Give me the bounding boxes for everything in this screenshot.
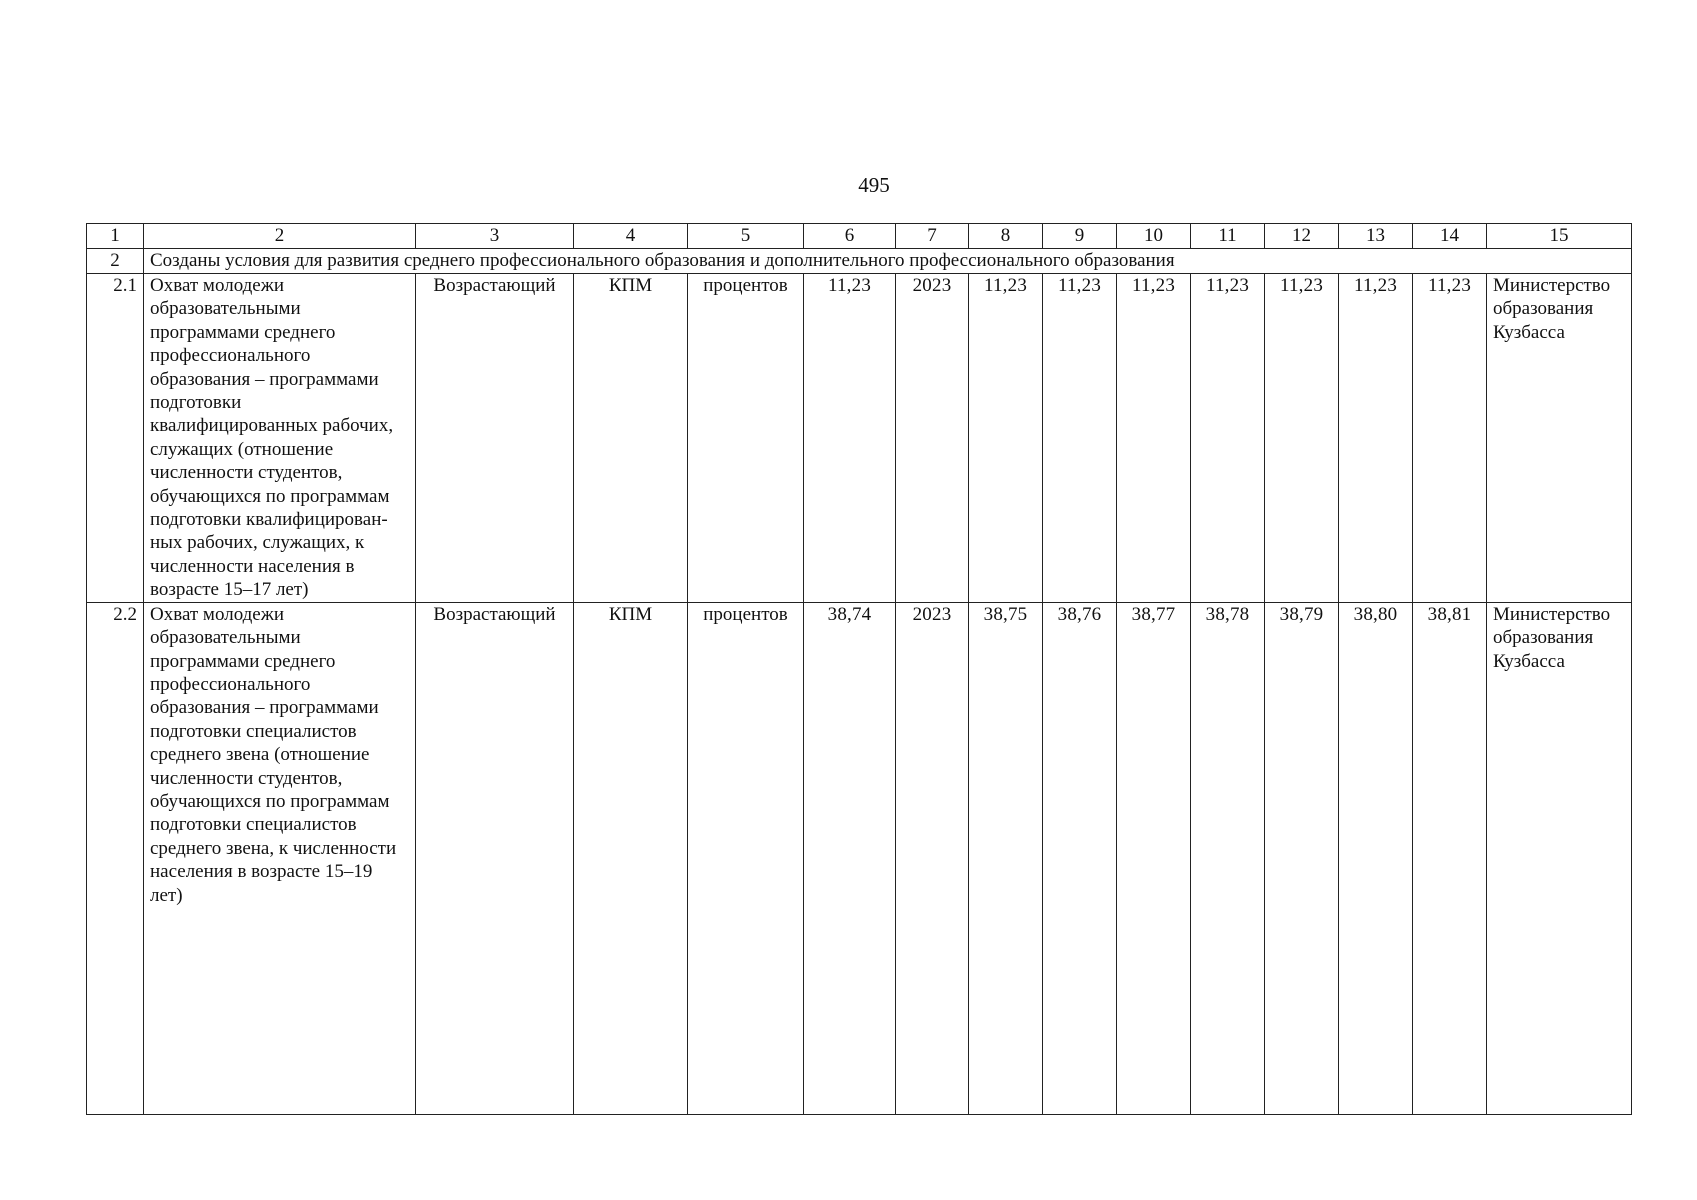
column-header: 10 bbox=[1117, 224, 1191, 249]
indicator-trend: Возрастающий bbox=[416, 274, 574, 603]
year-value: 11,23 bbox=[1043, 274, 1117, 603]
row-number: 2.1 bbox=[87, 274, 144, 603]
column-header: 5 bbox=[688, 224, 804, 249]
column-header: 7 bbox=[896, 224, 969, 249]
indicator-name: Охват молодежи образовательными программами среднего профессионального образования – программами подготовки специалистов среднего звена (отношение численности студентов, обучающихся по программам подготовки специалистов среднего звена, к численности населения в возрасте 15–19 лет) bbox=[144, 602, 416, 1114]
column-header: 4 bbox=[574, 224, 688, 249]
column-header: 14 bbox=[1413, 224, 1487, 249]
base-value: 11,23 bbox=[804, 274, 896, 603]
base-year: 2023 bbox=[896, 274, 969, 603]
year-value: 38,78 bbox=[1191, 602, 1265, 1114]
year-value: 38,77 bbox=[1117, 602, 1191, 1114]
column-header: 2 bbox=[144, 224, 416, 249]
table-row bbox=[87, 274, 1632, 603]
year-value: 38,79 bbox=[1265, 602, 1339, 1114]
year-value: 11,23 bbox=[1265, 274, 1339, 603]
column-header: 6 bbox=[804, 224, 896, 249]
year-value: 38,75 bbox=[969, 602, 1043, 1114]
section-number: 2 bbox=[87, 249, 144, 274]
year-value: 11,23 bbox=[1117, 274, 1191, 603]
section-title: Созданы условия для развития среднего профессионального образования и дополнительного профессионального образования bbox=[144, 249, 1632, 274]
indicator-level: КПМ bbox=[574, 602, 688, 1114]
row-number: 2.2 bbox=[87, 602, 144, 1114]
indicators-table bbox=[86, 223, 1632, 1115]
year-value: 38,81 bbox=[1413, 602, 1487, 1114]
column-header: 13 bbox=[1339, 224, 1413, 249]
year-value: 11,23 bbox=[1339, 274, 1413, 603]
column-header: 8 bbox=[969, 224, 1043, 249]
responsible-body: Министерство образования Кузбасса bbox=[1487, 602, 1632, 1114]
indicator-trend: Возрастающий bbox=[416, 602, 574, 1114]
column-header: 11 bbox=[1191, 224, 1265, 249]
year-value: 11,23 bbox=[1413, 274, 1487, 603]
column-header: 3 bbox=[416, 224, 574, 249]
base-year: 2023 bbox=[896, 602, 969, 1114]
year-value: 38,80 bbox=[1339, 602, 1413, 1114]
table-row bbox=[87, 602, 1632, 1114]
year-value: 38,76 bbox=[1043, 602, 1117, 1114]
column-number-row bbox=[87, 224, 1632, 249]
indicator-level: КПМ bbox=[574, 274, 688, 603]
indicator-unit: процентов bbox=[688, 602, 804, 1114]
column-header: 12 bbox=[1265, 224, 1339, 249]
indicator-unit: процентов bbox=[688, 274, 804, 603]
section-row bbox=[87, 249, 1632, 274]
year-value: 11,23 bbox=[969, 274, 1043, 603]
page-number: 495 bbox=[858, 173, 890, 197]
base-value: 38,74 bbox=[804, 602, 896, 1114]
indicator-name: Охват молодежи образовательными программами среднего профессионального образования – программами подготовки квалифицированных рабочих, служащих (отношение численности студентов, обучающихся по программам подготовки квалифицирован-ных рабочих, служащих, к численности населения в возрасте 15–17 лет) bbox=[144, 274, 416, 603]
responsible-body: Министерство образования Кузбасса bbox=[1487, 274, 1632, 603]
column-header: 9 bbox=[1043, 224, 1117, 249]
year-value: 11,23 bbox=[1191, 274, 1265, 603]
column-header: 15 bbox=[1487, 224, 1632, 249]
column-header: 1 bbox=[87, 224, 144, 249]
